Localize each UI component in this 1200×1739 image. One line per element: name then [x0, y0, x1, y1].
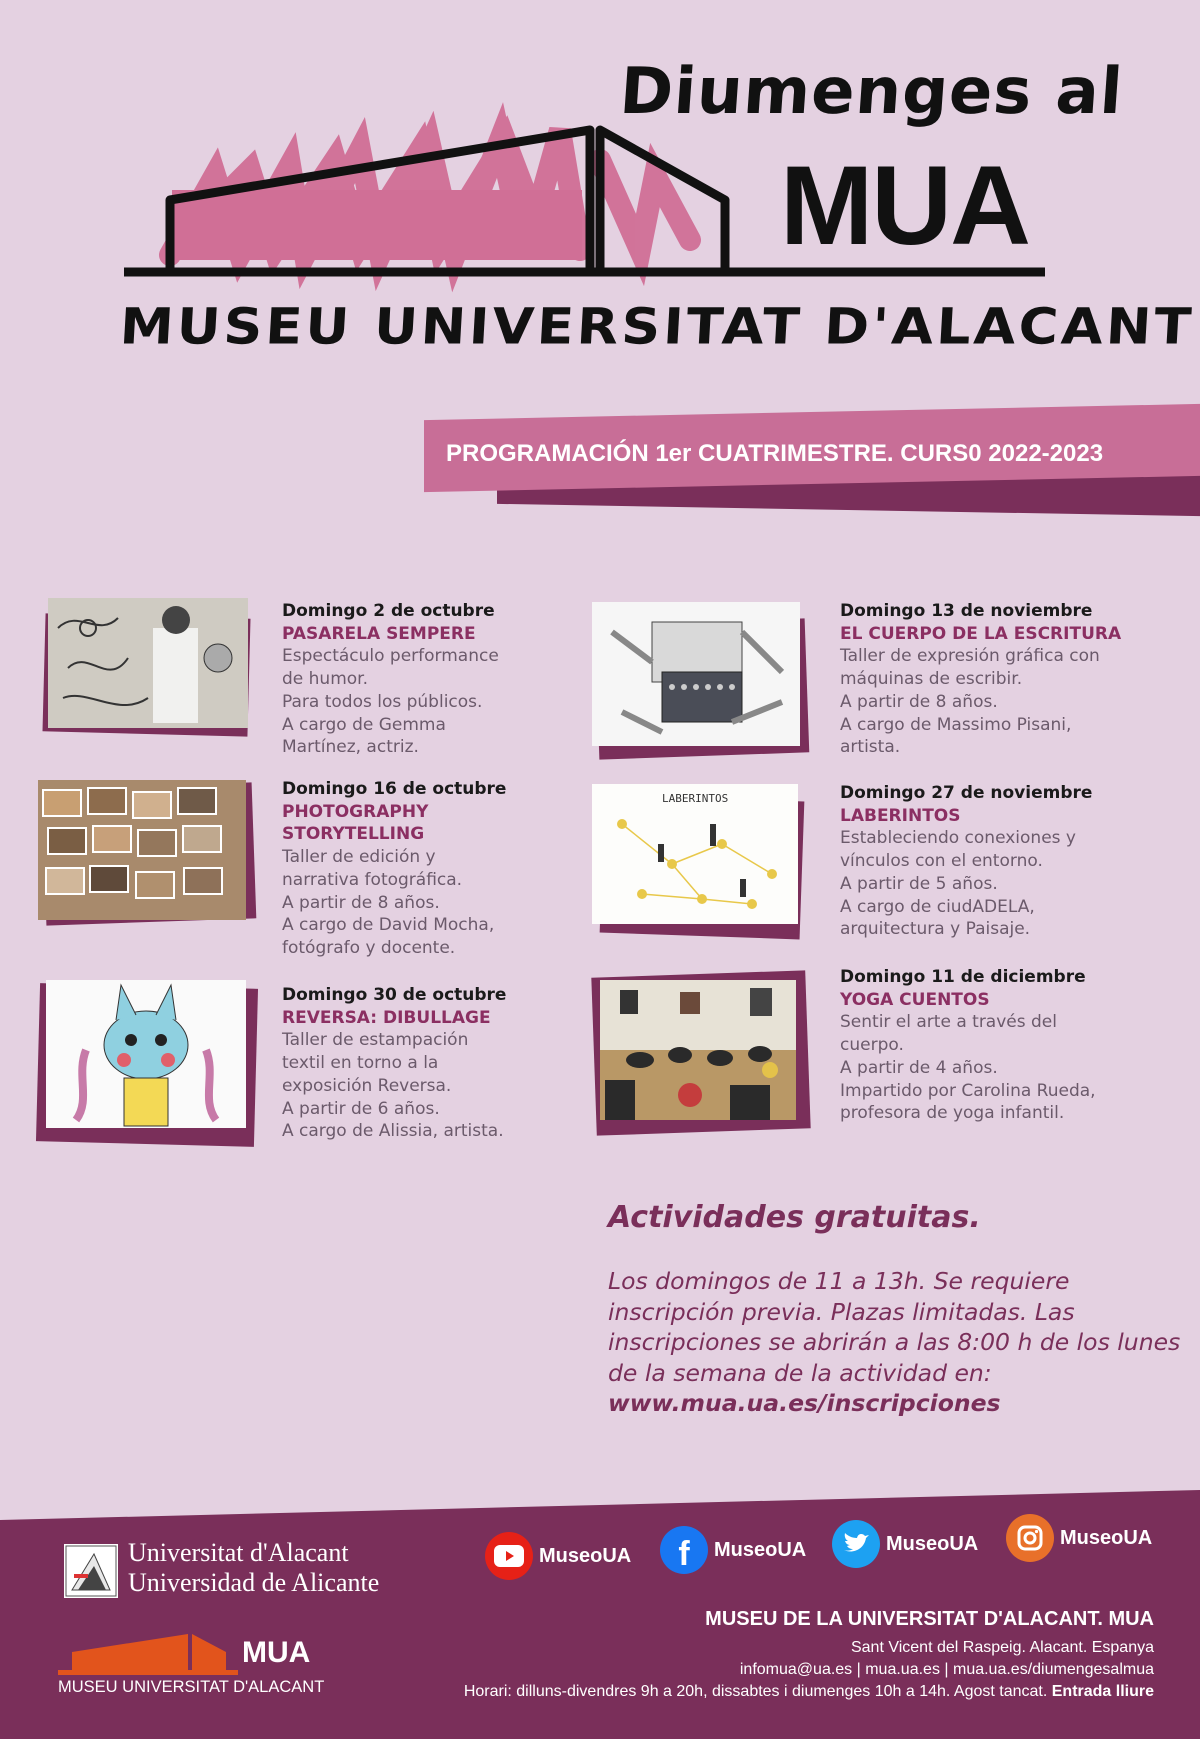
- event-date: Domingo 16 de octubre: [282, 779, 507, 799]
- social-handle: MuseoUA: [886, 1532, 979, 1555]
- event-desc-line: A partir de 6 años.: [282, 1098, 440, 1119]
- mua-footer-subtitle: MUSEU UNIVERSITAT D'ALACANT: [58, 1678, 325, 1696]
- mua-footer-logo-icon: [58, 1630, 248, 1676]
- social-handle: MuseoUA: [539, 1544, 632, 1567]
- event-title: PHOTOGRAPHY STORYTELLING: [282, 801, 429, 845]
- footer-contact[interactable]: infomua@ua.es | mua.ua.es | mua.ua.es/diumengesalmua: [739, 1661, 1154, 1678]
- university-name: [128, 1538, 379, 1598]
- event-desc-line: Martínez, actriz.: [282, 737, 419, 758]
- event-desc-line: cuerpo.: [840, 1035, 904, 1056]
- facebook-icon: f: [660, 1526, 708, 1574]
- ua-logo: [64, 1544, 118, 1598]
- event-date: Domingo 27 de noviembre: [840, 783, 1093, 803]
- event-desc-line: profesora de yoga infantil.: [840, 1103, 1065, 1124]
- event-desc-line: A cargo de ciudADELA,: [840, 896, 1035, 917]
- social-youtube[interactable]: [485, 1532, 631, 1580]
- event-date: Domingo 11 de diciembre: [840, 967, 1086, 987]
- event-title: YOGA CUENTOS: [840, 989, 990, 1010]
- footer-info: [464, 1608, 1154, 1703]
- free-activities-title: Actividades gratuitas.: [608, 1200, 981, 1235]
- event-desc-line: textil en torno a la: [282, 1053, 439, 1074]
- event-desc-line: A cargo de David Mocha,: [282, 915, 495, 936]
- event-title: PASARELA SEMPERE: [282, 623, 476, 644]
- event-card-3: [282, 984, 542, 1143]
- event-desc-line: narrativa fotográfica.: [282, 869, 463, 890]
- footer-hours-label: Horari: [463, 1683, 508, 1700]
- youtube-icon: [485, 1532, 533, 1580]
- social-facebook[interactable]: [660, 1526, 806, 1574]
- event-desc-line: A partir de 5 años.: [840, 873, 998, 894]
- svg-text:LABERINTOS: LABERINTOS: [662, 792, 729, 805]
- event-desc-line: Estableciendo conexiones y: [840, 828, 1076, 849]
- event-desc-line: A cargo de Gemma: [282, 714, 446, 735]
- footer-hours: [464, 1681, 1154, 1703]
- registration-link[interactable]: www.mua.ua.es/inscripciones: [608, 1389, 1001, 1417]
- footer-hours-text: : dilluns-divendres 9h a 20h, dissabtes i diumenges 10h a 14h. Agost tancat.: [507, 1683, 1052, 1700]
- event-card-1: [282, 600, 542, 759]
- event-desc-line: vínculos con el entorno.: [840, 851, 1043, 872]
- program-banner-text: PROGRAMACIÓN 1er CUATRIMESTRE. CURS0 2022-2023: [446, 440, 1104, 467]
- footer-entry: Entrada lliure: [1051, 1683, 1154, 1700]
- event-desc-line: Taller de estampación: [282, 1030, 469, 1051]
- instagram-icon: [1006, 1514, 1054, 1562]
- event-image-cuerpo-escritura: [592, 602, 812, 762]
- event-desc-line: exposición Reversa.: [282, 1075, 452, 1096]
- title-museum-name: MUSEU UNIVERSITAT D'ALACANT: [118, 297, 1196, 356]
- header-logo: [0, 0, 1200, 370]
- event-card-6: [840, 966, 1180, 1125]
- event-desc-line: Sentir el arte a través del: [840, 1012, 1057, 1033]
- ua-emblem-icon: [64, 1544, 118, 1598]
- free-activities-body: [608, 1266, 1188, 1419]
- social-twitter[interactable]: [832, 1520, 978, 1568]
- event-desc-line: A cargo de Massimo Pisani,: [840, 714, 1072, 735]
- event-title: LABERINTOS: [840, 805, 961, 826]
- event-desc-line: A partir de 8 años.: [840, 691, 998, 712]
- event-desc-line: A partir de 8 años.: [282, 892, 440, 913]
- event-card-4: [840, 600, 1180, 759]
- event-desc-line: Impartido por Carolina Rueda,: [840, 1080, 1096, 1101]
- event-image-reversa-dibullage: [38, 980, 260, 1148]
- event-desc-line: arquitectura y Paisaje.: [840, 919, 1031, 940]
- free-activities-text: Los domingos de 11 a 13h. Se requiere inscripción previa. Plazas limitadas. Las inscripciones se abrirán a las 8:00 h de los lunes de la semana de la actividad en:: [608, 1267, 1181, 1387]
- event-desc-line: Espectáculo performance: [282, 646, 499, 667]
- event-date: Domingo 2 de octubre: [282, 601, 495, 621]
- event-date: Domingo 30 de octubre: [282, 985, 507, 1005]
- event-image-laberintos: [592, 784, 812, 940]
- mua-footer-word: MUA: [242, 1636, 311, 1669]
- footer-museum-title: MUSEU DE LA UNIVERSITAT D'ALACANT. MUA: [705, 1608, 1154, 1630]
- event-desc-line: Taller de edición y: [282, 847, 436, 868]
- event-image-photography-storytelling: [38, 780, 260, 926]
- event-title: REVERSA: DIBULLAGE: [282, 1007, 491, 1028]
- university-name-valencian: Universitat d'Alacant: [128, 1538, 349, 1567]
- social-handle: MuseoUA: [1060, 1526, 1153, 1549]
- event-image-yoga-cuentos: [594, 970, 812, 1136]
- event-card-5: [840, 782, 1180, 941]
- footer-address: Sant Vicent del Raspeig. Alacant. Espanya: [850, 1639, 1154, 1656]
- event-desc-line: máquinas de escribir.: [840, 669, 1023, 690]
- event-desc-line: artista.: [840, 737, 901, 758]
- event-image-pasarela-sempere: [44, 598, 254, 738]
- event-title: EL CUERPO DE LA ESCRITURA: [840, 623, 1122, 644]
- event-desc-line: Taller de expresión gráfica con: [840, 646, 1100, 667]
- social-handle: MuseoUA: [714, 1538, 807, 1561]
- title-diumenges-al: Diumenges al: [617, 55, 1126, 129]
- university-name-spanish: Universidad de Alicante: [128, 1568, 380, 1597]
- title-mua: MUA: [780, 143, 1030, 268]
- event-date: Domingo 13 de noviembre: [840, 601, 1093, 621]
- event-desc-line: Para todos los públicos.: [282, 691, 483, 712]
- event-desc-line: de humor.: [282, 669, 368, 690]
- event-desc-line: A cargo de Alissia, artista.: [282, 1121, 504, 1142]
- social-instagram[interactable]: [1006, 1514, 1152, 1562]
- event-desc-line: A partir de 4 años.: [840, 1057, 998, 1078]
- event-card-2: [282, 778, 542, 960]
- twitter-icon: [832, 1520, 880, 1568]
- event-desc-line: fotógrafo y docente.: [282, 937, 456, 958]
